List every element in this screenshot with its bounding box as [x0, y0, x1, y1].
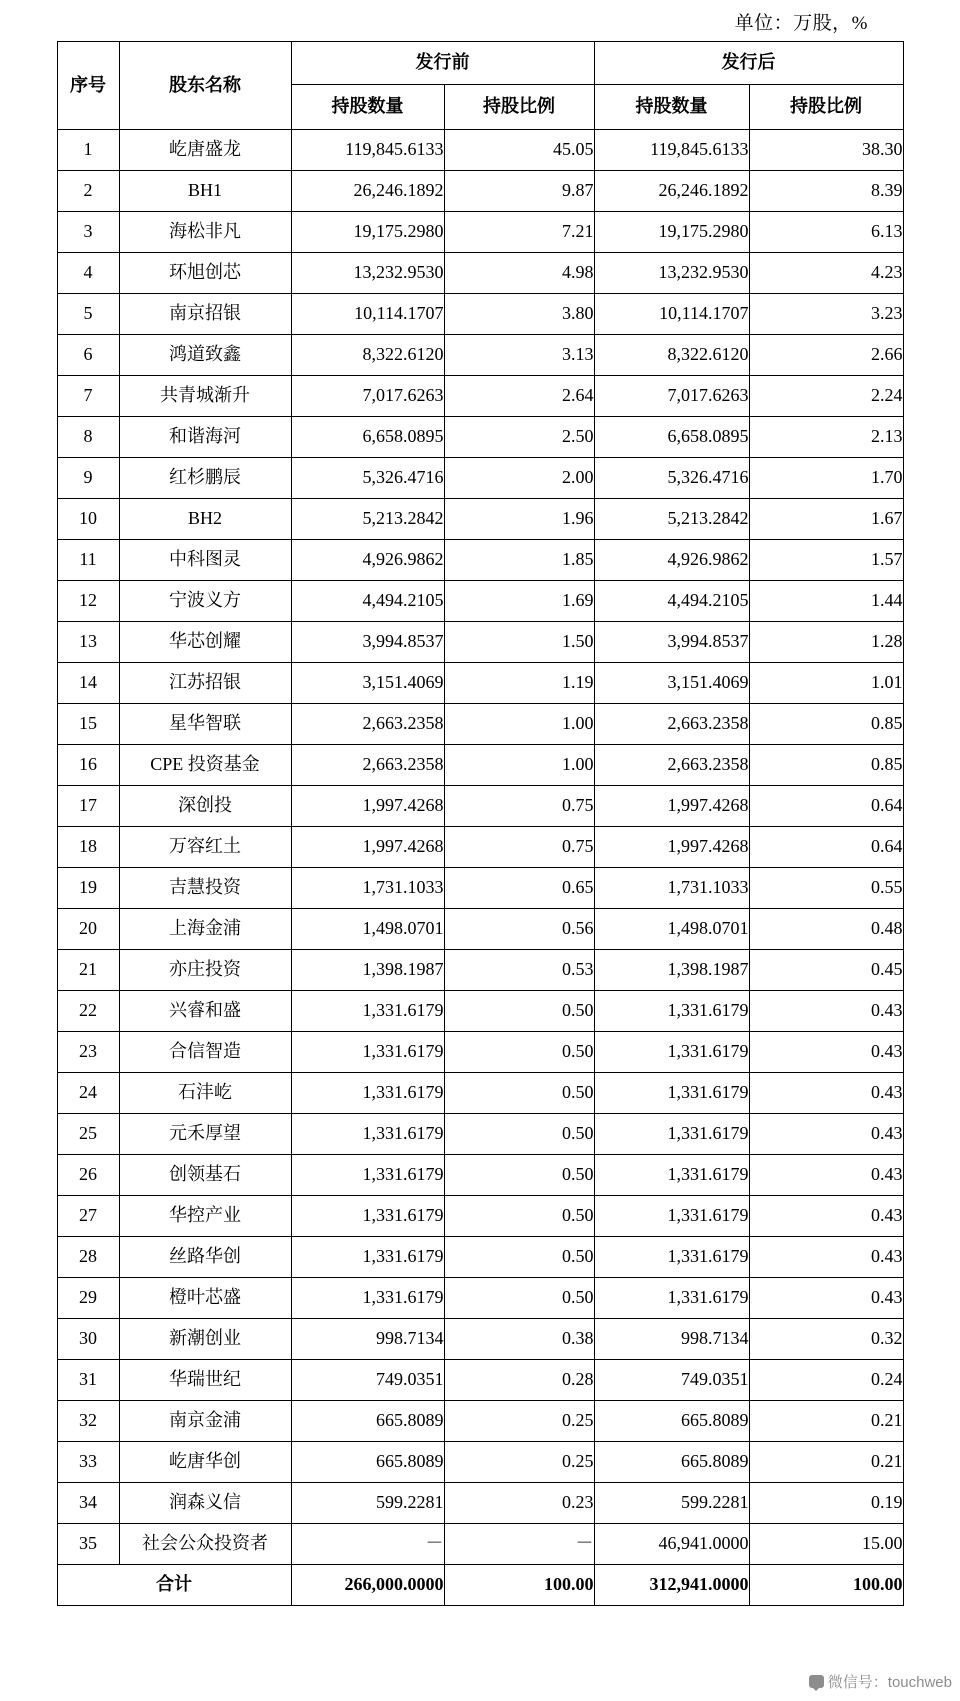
total-label: 合计	[57, 1565, 291, 1606]
table-row	[57, 376, 903, 417]
row-after-amount: 998.7134	[594, 1319, 749, 1360]
row-before-ratio: 3.80	[444, 294, 594, 335]
row-after-amount: 1,331.6179	[594, 1196, 749, 1237]
row-after-ratio: 15.00	[749, 1524, 903, 1565]
row-after-ratio: 4.23	[749, 253, 903, 294]
row-after-amount: 1,997.4268	[594, 786, 749, 827]
watermark-label: 微信号：touchweb	[827, 1674, 952, 1691]
row-index: 20	[57, 909, 119, 950]
row-after-ratio: 0.43	[749, 991, 903, 1032]
row-after-ratio: 0.85	[749, 704, 903, 745]
row-after-amount: 3,994.8537	[594, 622, 749, 663]
row-shareholder-name: 万容红土	[119, 827, 291, 868]
row-before-ratio: 1.69	[444, 581, 594, 622]
table-row	[57, 1319, 903, 1360]
row-before-ratio: 9.87	[444, 171, 594, 212]
row-after-amount: 1,331.6179	[594, 1278, 749, 1319]
row-after-amount: 46,941.0000	[594, 1524, 749, 1565]
row-shareholder-name: 海松非凡	[119, 212, 291, 253]
row-index: 13	[57, 622, 119, 663]
row-before-ratio: 1.85	[444, 540, 594, 581]
row-shareholder-name: 环旭创芯	[119, 253, 291, 294]
row-after-ratio: 3.23	[749, 294, 903, 335]
row-after-ratio: 0.45	[749, 950, 903, 991]
row-before-ratio: 1.50	[444, 622, 594, 663]
row-shareholder-name: 红杉鹏辰	[119, 458, 291, 499]
row-index: 7	[57, 376, 119, 417]
row-before-amount: 1,331.6179	[291, 1073, 444, 1114]
row-shareholder-name: 星华智联	[119, 704, 291, 745]
row-after-amount: 599.2281	[594, 1483, 749, 1524]
table-row	[57, 171, 903, 212]
total-after-ratio: 100.00	[749, 1565, 903, 1606]
table-row	[57, 663, 903, 704]
row-after-ratio: 0.64	[749, 827, 903, 868]
row-index: 27	[57, 1196, 119, 1237]
table-row	[57, 1032, 903, 1073]
row-index: 21	[57, 950, 119, 991]
row-after-amount: 5,213.2842	[594, 499, 749, 540]
row-index: 19	[57, 868, 119, 909]
row-index: 10	[57, 499, 119, 540]
row-after-ratio: 2.24	[749, 376, 903, 417]
row-before-ratio: 2.64	[444, 376, 594, 417]
row-after-ratio: 1.70	[749, 458, 903, 499]
table-row	[57, 909, 903, 950]
table-row	[57, 1073, 903, 1114]
row-after-ratio: 0.43	[749, 1032, 903, 1073]
row-before-amount: 1,331.6179	[291, 1114, 444, 1155]
row-index: 30	[57, 1319, 119, 1360]
header-group-after: 发行后	[594, 42, 903, 85]
table-row	[57, 335, 903, 376]
row-shareholder-name: BH2	[119, 499, 291, 540]
row-after-ratio: 0.24	[749, 1360, 903, 1401]
row-index: 25	[57, 1114, 119, 1155]
row-after-ratio: 38.30	[749, 130, 903, 171]
header-index: 序号	[57, 42, 119, 130]
row-shareholder-name: 屹唐华创	[119, 1442, 291, 1483]
header-before-ratio: 持股比例	[444, 85, 594, 130]
row-before-amount: 19,175.2980	[291, 212, 444, 253]
row-after-ratio: 6.13	[749, 212, 903, 253]
row-shareholder-name: 吉慧投资	[119, 868, 291, 909]
row-shareholder-name: 社会公众投资者	[119, 1524, 291, 1565]
row-after-ratio: 1.44	[749, 581, 903, 622]
table-row	[57, 868, 903, 909]
row-after-ratio: 0.32	[749, 1319, 903, 1360]
row-before-amount: 26,246.1892	[291, 171, 444, 212]
wechat-icon	[809, 1675, 824, 1688]
row-before-amount: 3,994.8537	[291, 622, 444, 663]
row-index: 3	[57, 212, 119, 253]
row-shareholder-name: BH1	[119, 171, 291, 212]
row-after-amount: 7,017.6263	[594, 376, 749, 417]
row-before-ratio: 0.53	[444, 950, 594, 991]
row-before-ratio: 1.19	[444, 663, 594, 704]
row-shareholder-name: 鸿道致鑫	[119, 335, 291, 376]
row-index: 14	[57, 663, 119, 704]
row-index: 18	[57, 827, 119, 868]
row-before-amount: 1,331.6179	[291, 991, 444, 1032]
row-after-ratio: 0.55	[749, 868, 903, 909]
table-row	[57, 581, 903, 622]
row-after-ratio: 0.43	[749, 1114, 903, 1155]
row-after-ratio: 0.43	[749, 1196, 903, 1237]
row-shareholder-name: 新潮创业	[119, 1319, 291, 1360]
row-before-ratio: 7.21	[444, 212, 594, 253]
row-after-amount: 4,926.9862	[594, 540, 749, 581]
row-shareholder-name: 宁波义方	[119, 581, 291, 622]
table-row	[57, 622, 903, 663]
row-before-ratio: 0.75	[444, 786, 594, 827]
row-before-ratio: 4.98	[444, 253, 594, 294]
table-row	[57, 1483, 903, 1524]
row-shareholder-name: 中科图灵	[119, 540, 291, 581]
table-row	[57, 294, 903, 335]
row-before-amount: 4,926.9862	[291, 540, 444, 581]
row-before-amount: 5,326.4716	[291, 458, 444, 499]
table-header	[57, 42, 903, 130]
row-after-amount: 1,731.1033	[594, 868, 749, 909]
row-shareholder-name: 华瑞世纪	[119, 1360, 291, 1401]
row-before-amount: 1,997.4268	[291, 786, 444, 827]
row-shareholder-name: 润森义信	[119, 1483, 291, 1524]
row-index: 26	[57, 1155, 119, 1196]
row-shareholder-name: 华芯创耀	[119, 622, 291, 663]
row-before-amount: 13,232.9530	[291, 253, 444, 294]
row-before-amount: 5,213.2842	[291, 499, 444, 540]
row-shareholder-name: 南京金浦	[119, 1401, 291, 1442]
row-shareholder-name: 创领基石	[119, 1155, 291, 1196]
table-row	[57, 745, 903, 786]
row-after-amount: 1,331.6179	[594, 991, 749, 1032]
row-shareholder-name: 合信智造	[119, 1032, 291, 1073]
header-shareholder: 股东名称	[119, 42, 291, 130]
row-before-ratio: －	[444, 1524, 594, 1565]
row-after-amount: 10,114.1707	[594, 294, 749, 335]
row-index: 5	[57, 294, 119, 335]
row-before-ratio: 2.50	[444, 417, 594, 458]
row-after-ratio: 1.01	[749, 663, 903, 704]
table-row	[57, 786, 903, 827]
row-after-amount: 13,232.9530	[594, 253, 749, 294]
row-before-ratio: 0.65	[444, 868, 594, 909]
row-index: 2	[57, 171, 119, 212]
row-after-amount: 26,246.1892	[594, 171, 749, 212]
row-index: 11	[57, 540, 119, 581]
row-before-ratio: 1.96	[444, 499, 594, 540]
row-after-amount: 4,494.2105	[594, 581, 749, 622]
row-after-amount: 19,175.2980	[594, 212, 749, 253]
row-index: 35	[57, 1524, 119, 1565]
row-before-amount: 1,331.6179	[291, 1278, 444, 1319]
row-after-amount: 1,498.0701	[594, 909, 749, 950]
header-before-amount: 持股数量	[291, 85, 444, 130]
table-row	[57, 417, 903, 458]
row-shareholder-name: 南京招银	[119, 294, 291, 335]
row-shareholder-name: 元禾厚望	[119, 1114, 291, 1155]
row-shareholder-name: 丝路华创	[119, 1237, 291, 1278]
row-after-amount: 119,845.6133	[594, 130, 749, 171]
row-after-ratio: 0.43	[749, 1278, 903, 1319]
row-before-ratio: 0.50	[444, 1032, 594, 1073]
row-after-amount: 1,331.6179	[594, 1032, 749, 1073]
table-row	[57, 1524, 903, 1565]
row-before-ratio: 0.50	[444, 1237, 594, 1278]
row-after-ratio: 1.57	[749, 540, 903, 581]
row-before-amount: 665.8089	[291, 1442, 444, 1483]
row-after-amount: 2,663.2358	[594, 745, 749, 786]
row-after-ratio: 1.28	[749, 622, 903, 663]
row-shareholder-name: 和谐海河	[119, 417, 291, 458]
row-before-ratio: 0.50	[444, 1114, 594, 1155]
row-after-amount: 5,326.4716	[594, 458, 749, 499]
row-after-ratio: 2.66	[749, 335, 903, 376]
row-before-amount: 2,663.2358	[291, 745, 444, 786]
row-shareholder-name: 亦庄投资	[119, 950, 291, 991]
table-row	[57, 1196, 903, 1237]
row-index: 34	[57, 1483, 119, 1524]
row-before-amount: 1,498.0701	[291, 909, 444, 950]
table-total-row	[57, 1565, 903, 1606]
table-row	[57, 1401, 903, 1442]
table-row	[57, 499, 903, 540]
row-before-ratio: 45.05	[444, 130, 594, 171]
row-before-ratio: 0.50	[444, 1196, 594, 1237]
row-index: 6	[57, 335, 119, 376]
row-before-ratio: 0.50	[444, 1278, 594, 1319]
row-before-ratio: 2.00	[444, 458, 594, 499]
row-index: 4	[57, 253, 119, 294]
table-row	[57, 1360, 903, 1401]
row-after-amount: 1,331.6179	[594, 1237, 749, 1278]
row-after-amount: 1,331.6179	[594, 1155, 749, 1196]
table-row	[57, 950, 903, 991]
row-shareholder-name: 上海金浦	[119, 909, 291, 950]
row-after-ratio: 8.39	[749, 171, 903, 212]
row-after-amount: 1,997.4268	[594, 827, 749, 868]
row-before-ratio: 1.00	[444, 745, 594, 786]
row-before-amount: 2,663.2358	[291, 704, 444, 745]
row-before-ratio: 0.38	[444, 1319, 594, 1360]
row-before-amount: 1,997.4268	[291, 827, 444, 868]
row-after-ratio: 0.43	[749, 1073, 903, 1114]
header-after-ratio: 持股比例	[749, 85, 903, 130]
total-before-ratio: 100.00	[444, 1565, 594, 1606]
row-after-ratio: 1.67	[749, 499, 903, 540]
row-before-ratio: 0.25	[444, 1442, 594, 1483]
table-row	[57, 540, 903, 581]
table-row	[57, 253, 903, 294]
row-before-amount: 1,398.1987	[291, 950, 444, 991]
row-before-amount: 599.2281	[291, 1483, 444, 1524]
table-row	[57, 1114, 903, 1155]
row-before-amount: 8,322.6120	[291, 335, 444, 376]
row-after-ratio: 0.48	[749, 909, 903, 950]
row-before-ratio: 0.50	[444, 1155, 594, 1196]
row-after-ratio: 0.43	[749, 1237, 903, 1278]
row-after-amount: 1,398.1987	[594, 950, 749, 991]
row-after-amount: 2,663.2358	[594, 704, 749, 745]
row-before-amount: 4,494.2105	[291, 581, 444, 622]
row-before-ratio: 0.23	[444, 1483, 594, 1524]
row-before-amount: 7,017.6263	[291, 376, 444, 417]
row-before-amount: 998.7134	[291, 1319, 444, 1360]
row-index: 33	[57, 1442, 119, 1483]
row-before-amount: 119,845.6133	[291, 130, 444, 171]
row-shareholder-name: 橙叶芯盛	[119, 1278, 291, 1319]
row-before-ratio: 3.13	[444, 335, 594, 376]
row-before-ratio: 1.00	[444, 704, 594, 745]
table-row	[57, 704, 903, 745]
row-before-amount: 1,331.6179	[291, 1196, 444, 1237]
row-index: 15	[57, 704, 119, 745]
row-index: 23	[57, 1032, 119, 1073]
table-row	[57, 827, 903, 868]
table-row	[57, 1155, 903, 1196]
row-index: 28	[57, 1237, 119, 1278]
row-shareholder-name: 江苏招银	[119, 663, 291, 704]
row-after-amount: 665.8089	[594, 1401, 749, 1442]
row-after-ratio: 0.85	[749, 745, 903, 786]
table-row	[57, 1278, 903, 1319]
table-row	[57, 130, 903, 171]
row-before-amount: 3,151.4069	[291, 663, 444, 704]
header-group-before: 发行前	[291, 42, 594, 85]
row-after-ratio: 0.21	[749, 1442, 903, 1483]
row-after-ratio: 0.19	[749, 1483, 903, 1524]
row-before-amount: 665.8089	[291, 1401, 444, 1442]
table-body	[57, 130, 903, 1606]
row-before-amount: 1,331.6179	[291, 1155, 444, 1196]
row-after-amount: 3,151.4069	[594, 663, 749, 704]
row-index: 22	[57, 991, 119, 1032]
row-before-ratio: 0.25	[444, 1401, 594, 1442]
row-index: 8	[57, 417, 119, 458]
total-before-amount: 266,000.0000	[291, 1565, 444, 1606]
row-before-amount: 1,331.6179	[291, 1237, 444, 1278]
row-index: 29	[57, 1278, 119, 1319]
row-index: 12	[57, 581, 119, 622]
table-row	[57, 1442, 903, 1483]
row-before-ratio: 0.56	[444, 909, 594, 950]
row-before-amount: 1,731.1033	[291, 868, 444, 909]
row-index: 32	[57, 1401, 119, 1442]
row-after-ratio: 0.43	[749, 1155, 903, 1196]
row-shareholder-name: 深创投	[119, 786, 291, 827]
row-before-ratio: 0.75	[444, 827, 594, 868]
row-shareholder-name: 共青城渐升	[119, 376, 291, 417]
row-after-amount: 1,331.6179	[594, 1073, 749, 1114]
row-before-ratio: 0.28	[444, 1360, 594, 1401]
row-shareholder-name: 兴睿和盛	[119, 991, 291, 1032]
row-before-amount: 6,658.0895	[291, 417, 444, 458]
row-index: 31	[57, 1360, 119, 1401]
row-after-amount: 1,331.6179	[594, 1114, 749, 1155]
row-index: 9	[57, 458, 119, 499]
row-shareholder-name: 石沣屹	[119, 1073, 291, 1114]
row-before-amount: 1,331.6179	[291, 1032, 444, 1073]
row-index: 24	[57, 1073, 119, 1114]
unit-note: 单位：万股，%	[734, 13, 868, 34]
row-index: 1	[57, 130, 119, 171]
row-before-amount: －	[291, 1524, 444, 1565]
row-after-ratio: 0.64	[749, 786, 903, 827]
table-row	[57, 458, 903, 499]
table-row	[57, 1237, 903, 1278]
total-after-amount: 312,941.0000	[594, 1565, 749, 1606]
row-after-amount: 665.8089	[594, 1442, 749, 1483]
row-shareholder-name: 屹唐盛龙	[119, 130, 291, 171]
row-before-amount: 10,114.1707	[291, 294, 444, 335]
row-shareholder-name: CPE 投资基金	[119, 745, 291, 786]
watermark	[809, 1671, 952, 1692]
row-index: 16	[57, 745, 119, 786]
row-after-amount: 749.0351	[594, 1360, 749, 1401]
row-before-ratio: 0.50	[444, 991, 594, 1032]
row-after-amount: 6,658.0895	[594, 417, 749, 458]
header-after-amount: 持股数量	[594, 85, 749, 130]
row-after-ratio: 0.21	[749, 1401, 903, 1442]
row-after-ratio: 2.13	[749, 417, 903, 458]
table-row	[57, 212, 903, 253]
row-before-amount: 749.0351	[291, 1360, 444, 1401]
shareholder-table	[57, 41, 904, 1606]
row-before-ratio: 0.50	[444, 1073, 594, 1114]
row-index: 17	[57, 786, 119, 827]
table-row	[57, 991, 903, 1032]
row-after-amount: 8,322.6120	[594, 335, 749, 376]
row-shareholder-name: 华控产业	[119, 1196, 291, 1237]
